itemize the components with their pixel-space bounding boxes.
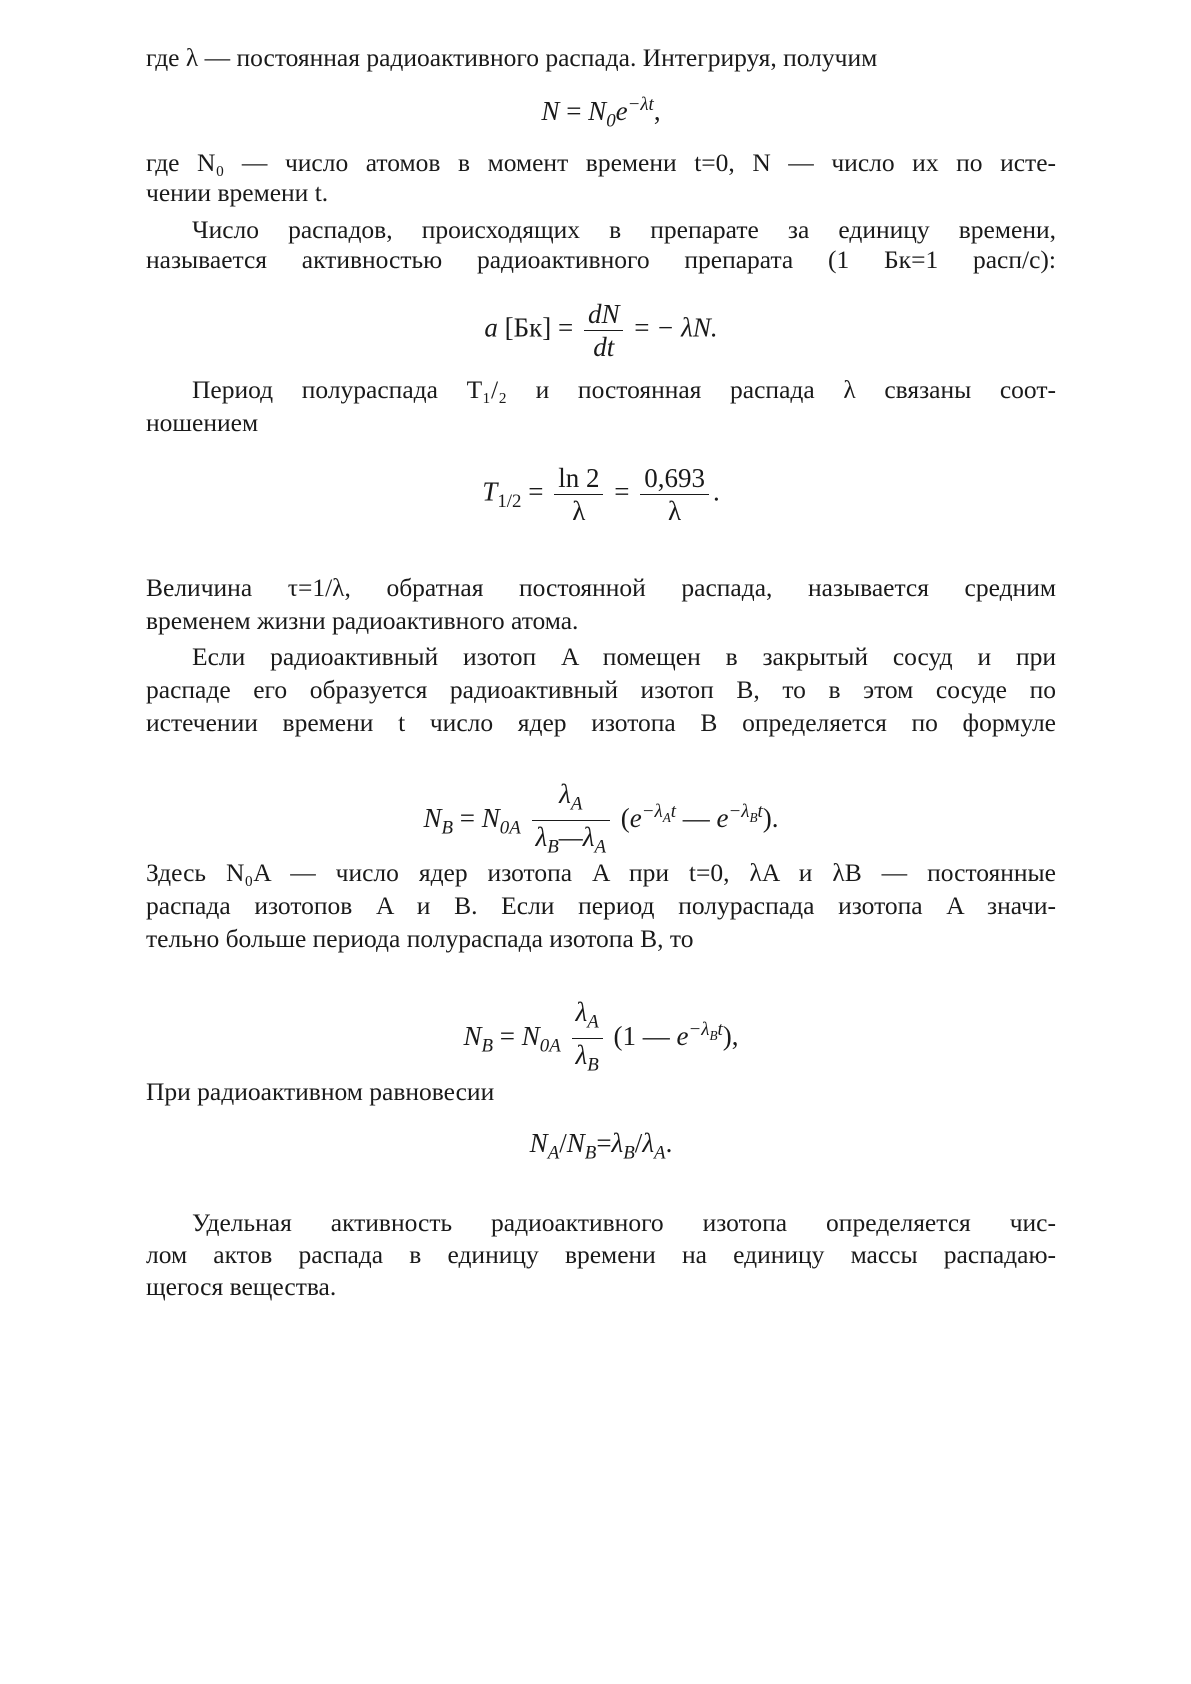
eq5-den-sub: B bbox=[587, 1054, 599, 1076]
eq6-equals: = bbox=[596, 1128, 612, 1158]
paragraph-2-line-2: чении времени t. bbox=[146, 178, 329, 207]
eq4-exp2-sub: B bbox=[749, 809, 758, 825]
eq6-l1-sub: B bbox=[623, 1142, 635, 1164]
paragraph-7-line-2: распада изотопов A и B. Если период полураспада изотопа A значи- bbox=[146, 891, 1056, 920]
eq6-l2-sub: A bbox=[654, 1142, 666, 1164]
paragraph-3-line-1: Число распадов, происходящих в препарате за единицу времени, bbox=[192, 215, 1056, 244]
eq3-tail: . bbox=[712, 476, 720, 507]
eq6-slash-1: / bbox=[559, 1128, 567, 1158]
paragraph-2-line-1: где N₀ — число атомов в момент времени t=0, N — число их по исте- bbox=[146, 148, 1056, 177]
eq5-numerator bbox=[572, 996, 603, 1039]
eq4-lhs-sub: B bbox=[441, 817, 454, 839]
eq4-coef-sub: 0A bbox=[499, 817, 521, 839]
paragraph-3-line-2: называется активностью радиоактивного препарата (1 Бк=1 расп/с): bbox=[146, 245, 1056, 274]
eq4-exp1-lambda: −λ bbox=[641, 801, 663, 823]
eq6-n1: N bbox=[529, 1128, 548, 1158]
eq5-coef: N bbox=[521, 1021, 540, 1052]
eq5-fraction bbox=[572, 996, 603, 1082]
paragraph-9-line-2: лом актов распада в единицу времени на единицу массы распадаю- bbox=[146, 1240, 1056, 1269]
eq3-fraction-2 bbox=[640, 462, 709, 527]
eq3-numerator-2: 0,693 bbox=[640, 462, 709, 495]
eq5-open: (1 — bbox=[613, 1021, 670, 1052]
eq4-den-sub-2: A bbox=[594, 836, 607, 858]
eq5-exp-lambda: −λ bbox=[688, 1019, 710, 1041]
eq2-denominator: dt bbox=[593, 332, 615, 362]
eq4-fraction bbox=[532, 778, 611, 864]
eq1-base: e bbox=[615, 96, 628, 126]
paragraph-9-line-3: щегося вещества. bbox=[146, 1272, 337, 1301]
eq1-tail: , bbox=[653, 96, 661, 126]
eq3-equals: = bbox=[528, 476, 544, 507]
equation-decay-law bbox=[146, 90, 1056, 136]
paragraph-5-line-1: Величина τ=1/λ, обратная постоянной распада, называется средним bbox=[146, 573, 1056, 602]
eq3-numerator-1: ln 2 bbox=[554, 462, 603, 495]
paragraph-6-line-1: Если радиоактивный изотоп A помещен в закрытый сосуд и при bbox=[192, 642, 1056, 671]
eq3-lhs: T bbox=[482, 476, 498, 507]
eq6-n1-sub: A bbox=[547, 1142, 560, 1164]
eq2-equals: = bbox=[557, 312, 574, 343]
eq5-denominator bbox=[572, 1039, 603, 1081]
eq4-e2: e bbox=[716, 803, 729, 834]
equation-daughter-nuclei bbox=[146, 778, 1056, 864]
eq4-den-sub-1: B bbox=[547, 836, 559, 858]
eq2-numerator: dN bbox=[584, 298, 624, 331]
eq3-lhs-sub: 1/2 bbox=[497, 491, 522, 513]
paragraph-6-line-3: истечении времени t число ядер изотопа B определяется по формуле bbox=[146, 708, 1056, 737]
paragraph-6-line-2: распаде его образуется радиоактивный изотоп B, то в этом сосуде по bbox=[146, 675, 1056, 704]
eq6-n2: N bbox=[566, 1128, 585, 1158]
eq3-equals-2: = bbox=[614, 476, 630, 507]
eq4-close-paren: ). bbox=[762, 803, 779, 834]
equation-equilibrium bbox=[146, 1128, 1056, 1168]
eq5-lhs: N bbox=[463, 1021, 482, 1052]
eq4-minus: — bbox=[682, 803, 710, 834]
eq2-fraction bbox=[584, 298, 624, 363]
eq5-e: e bbox=[676, 1021, 689, 1052]
paragraph-7-line-3: тельно больше периода полураспада изотопа B, то bbox=[146, 924, 694, 953]
eq3-denominator-2: λ bbox=[668, 496, 682, 526]
eq4-den-lambda: λ bbox=[535, 822, 548, 853]
eq2-equals-2: = bbox=[634, 312, 650, 343]
eq5-equals: = bbox=[499, 1021, 516, 1052]
paragraph-5-line-2: временем жизни радиоактивного атома. bbox=[146, 606, 579, 635]
eq5-exp-t: t bbox=[717, 1019, 723, 1041]
eq6-l2: λ bbox=[642, 1128, 655, 1158]
eq4-e1: e bbox=[629, 803, 642, 834]
eq4-den-mid: —λ bbox=[558, 822, 595, 853]
eq1-coef-sub: 0 bbox=[606, 110, 616, 132]
eq5-den-lambda: λ bbox=[575, 1040, 588, 1071]
eq4-exp1 bbox=[641, 801, 677, 825]
paragraph-7-line-1: Здесь N₀A — число ядер изотопа A при t=0, λA и λB — постоянные bbox=[146, 858, 1056, 887]
eq5-num-sub: A bbox=[587, 1011, 599, 1033]
eq5-coef-sub: 0A bbox=[539, 1035, 561, 1057]
paragraph-9-line-1: Удельная активность радиоактивного изотопа определяется чис- bbox=[192, 1208, 1056, 1237]
eq6-n2-sub: B bbox=[584, 1142, 597, 1164]
eq2-lhs: a bbox=[484, 312, 498, 343]
eq4-exp2-t: t bbox=[757, 801, 763, 823]
paragraph-8-line-1: При радиоактивном равновесии bbox=[146, 1077, 495, 1106]
equation-activity bbox=[146, 298, 1056, 363]
eq4-num-lambda: λ bbox=[559, 779, 571, 809]
eq4-exp2-lambda: −λ bbox=[728, 801, 750, 823]
eq2-rhs: − λN. bbox=[656, 312, 718, 343]
eq1-lhs: N bbox=[541, 96, 560, 126]
eq4-numerator bbox=[532, 778, 611, 821]
eq4-coef: N bbox=[481, 803, 500, 834]
eq5-close: ), bbox=[722, 1021, 739, 1052]
eq5-exp-sub: B bbox=[709, 1027, 718, 1043]
eq3-denominator-1: λ bbox=[572, 496, 586, 526]
paragraph-4-line-1: Период полураспада T₁/₂ и постоянная распада λ связаны соот- bbox=[192, 375, 1056, 404]
eq3-fraction-1 bbox=[554, 462, 603, 527]
paragraph-1-line-1: где λ — постоянная радиоактивного распада. Интегрируя, получим bbox=[146, 43, 878, 72]
eq5-lhs-sub: B bbox=[481, 1035, 494, 1057]
eq4-exp1-sub: A bbox=[662, 809, 671, 825]
paragraph-4-line-2: ношением bbox=[146, 408, 259, 437]
eq5-exp bbox=[688, 1019, 723, 1043]
equation-secular-approx bbox=[146, 996, 1056, 1082]
eq4-open-paren: ( bbox=[620, 803, 630, 834]
equation-half-life bbox=[146, 462, 1056, 527]
eq1-coef: N bbox=[588, 96, 607, 126]
eq2-unit: [Бк] bbox=[504, 312, 552, 343]
eq6-slash-2: / bbox=[634, 1128, 643, 1158]
eq6-tail: . bbox=[665, 1128, 673, 1158]
eq4-exp2 bbox=[728, 801, 763, 825]
eq1-equals: = bbox=[566, 96, 582, 126]
eq4-exp1-t: t bbox=[670, 801, 677, 823]
eq1-exponent: −λt bbox=[627, 94, 654, 115]
eq6-l1: λ bbox=[611, 1128, 624, 1158]
eq4-equals: = bbox=[459, 803, 476, 834]
eq5-num-lambda: λ bbox=[575, 997, 588, 1027]
eq4-num-sub: A bbox=[570, 793, 583, 815]
eq4-lhs: N bbox=[423, 803, 442, 834]
